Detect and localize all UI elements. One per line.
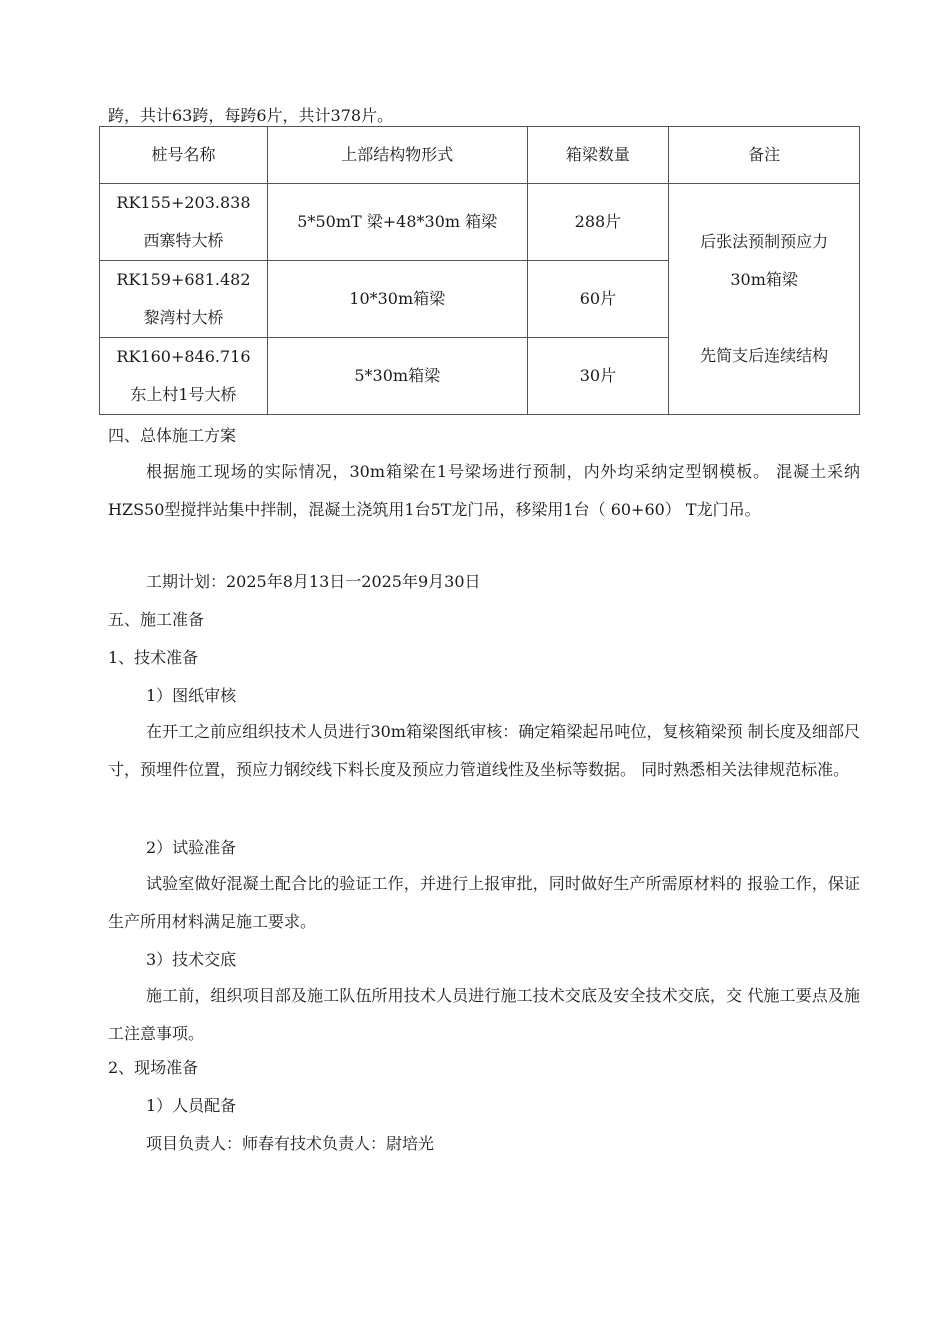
item-title: 3）技术交底 xyxy=(146,950,237,969)
paragraph: 施工前，组织项目部及施工队伍所用技术人员进行施工技术交底及安全技术交底，交 代施工要点及施工注意事项。 xyxy=(108,986,860,1043)
bridge-name: 东上村1号大桥 xyxy=(130,385,237,404)
station-number: RK155+203.838 xyxy=(116,193,251,212)
header-quantity: 箱梁数量 xyxy=(527,127,669,184)
remark-cell xyxy=(669,184,860,415)
paragraph: 根据施工现场的实际情况，30m箱梁在1号梁场进行预制，内外均采纳定型钢模板。 混凝土采纳HZS50型搅拌站集中拌制，混凝土浇筑用1台5T龙门吊，移梁用1台（ 60+60） T龙门吊。 xyxy=(108,462,860,519)
schedule-line: 工期计划：2025年8月13日一2025年9月30日 xyxy=(146,572,481,591)
header-structure: 上部结构物形式 xyxy=(267,127,527,184)
item-title: 1）图纸审核 xyxy=(146,686,237,705)
header-remark: 备注 xyxy=(669,127,860,184)
staff-line: 项目负责人：师春有技术负责人：尉培光 xyxy=(146,1134,435,1153)
paragraph: 在开工之前应组织技术人员进行30m箱梁图纸审核：确定箱梁起吊吨位，复核箱梁预 制长度及细部尺寸，预埋件位置，预应力钢绞线下料长度及预应力管道线性及坐标等数据。 同时熟悉相关法律规范标准。 xyxy=(108,722,860,779)
subsection-heading: 1、技术准备 xyxy=(108,648,199,667)
station-cell xyxy=(100,184,268,261)
table-row xyxy=(100,184,860,261)
header-station: 桩号名称 xyxy=(100,127,268,184)
structure-cell: 5*50mT 梁+48*30m 箱梁 xyxy=(267,184,527,261)
quantity-cell: 288片 xyxy=(527,184,669,261)
station-number: RK159+681.482 xyxy=(116,270,251,289)
structure-cell: 10*30m箱梁 xyxy=(267,261,527,338)
quantity-cell: 30片 xyxy=(527,338,669,415)
bridge-name: 黎湾村大桥 xyxy=(143,308,224,327)
subsection-heading: 2、现场准备 xyxy=(108,1058,199,1077)
quantity-cell: 60片 xyxy=(527,261,669,338)
remark-line: 先简支后连续结构 xyxy=(700,346,829,365)
beam-table xyxy=(99,126,860,415)
station-cell xyxy=(100,338,268,415)
item-title: 1）人员配备 xyxy=(146,1096,237,1115)
item-title: 2）试验准备 xyxy=(146,838,237,857)
station-number: RK160+846.716 xyxy=(116,347,251,366)
table-header-row xyxy=(100,127,860,184)
structure-cell: 5*30m箱梁 xyxy=(267,338,527,415)
section-heading: 五、施工准备 xyxy=(108,610,205,629)
remark-line: 后张法预制预应力 xyxy=(700,232,829,251)
bridge-name: 西寨特大桥 xyxy=(143,231,224,250)
section-heading: 四、总体施工方案 xyxy=(108,426,237,445)
station-cell xyxy=(100,261,268,338)
intro-line: 跨，共计63跨，每跨6片，共计378片。 xyxy=(108,106,394,125)
paragraph: 试验室做好混凝土配合比的验证工作，并进行上报审批，同时做好生产所需原材料的 报验工作，保证生产所用材料满足施工要求。 xyxy=(108,874,860,931)
remark-line: 30m箱梁 xyxy=(730,270,798,289)
